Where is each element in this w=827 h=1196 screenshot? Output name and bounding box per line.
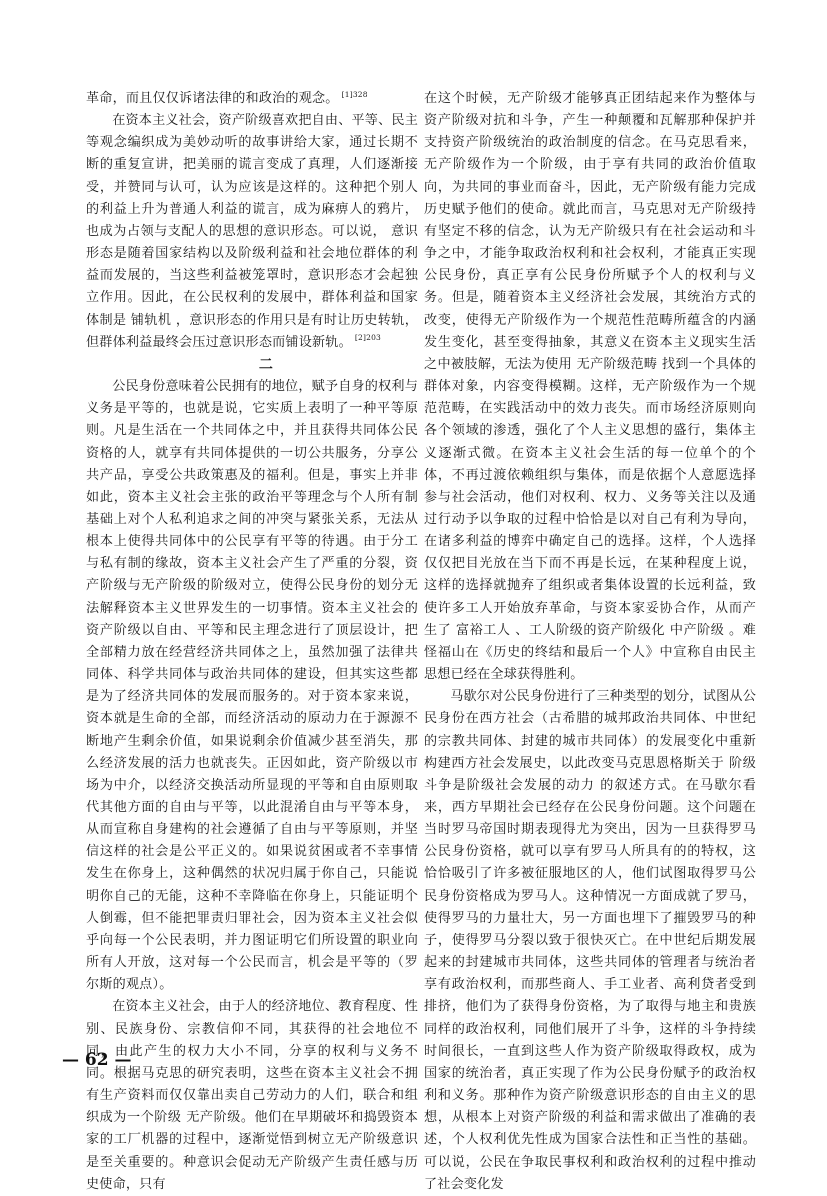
paragraph: 在这个时候，无产阶级才能够真正团结起来作为整体与资产阶级对抗和斗争，产生一种颠覆和瓦解那种保护并支持资产阶级统治的政治制度的信念。在马克思看来，无产阶级作为一个阶级，由于享有共同的政治价值取向，为共同的事业而奋斗，因此，无产阶级有能力完成历史赋予他们的使命。就此而言，马克思对无产阶级持有坚定不移的信念，认为无产阶级只有在社会运动和斗争之中，才能争取政治权利和社会权利，才能真正实现公民身份，真正享有公民身份所赋予个人的权利与义务。但是，随着资本主义经济社会发展，其统治方式的改变，使得无产阶级作为一个规范性范畴所蕴含的内涵发生变化，甚至变得抽象，其意义在资本主义现实生活之中被肢解，无法为使用 无产阶级范畴 找到一个具体的群体对象，内容变得模糊。这样，无产阶级作为一个规范范畴，在实践活动中的效力丧失。而市场经济原则向各个领域的渗透，强化了个人主义思想的盛行，集体主义逐渐式微。在资本主义社会生活的每一位单个的个体，不再过渡依赖组织与集体，而是依据个人意愿选择参与社会活动，他们对权利、权力、义务等关注以及通过行动予以争取的过程中恰恰是以对自己有利为导向，在诸多利益的博弈中确定自己的选择。这样，个人选择仅仅把目光放在当下而不再是长远，在某种程度上说，这样的选择就抛弃了组织或者集体设置的长远利益，致使许多工人开始放弃革命，与资本家妥协合作，从而产生了 富裕工人 、工人阶级的资产阶级化 中产阶级 。难怪福山在《历史的终结和最后一个人》中宣称自由民主思想已经在全球获得胜利。 xyxy=(424,91,756,683)
paragraph: 马歇尔对公民身份进行了三种类型的划分，试图从公民身份在西方社会（古希腊的城邦政治共同体、中世纪的宗教共同体、封建的城市共同体）的发展变化中重新构建西方社会发展史，以此改变马克思恩格斯关于 阶级斗争是阶级社会发展的动力 的叙述方式。在马歇尔看来，西方早期社会已经存在公民身份问题。这个问题在当时罗马帝国时期表现得尤为突出，因为一旦获得罗马公民身份资格，就可以享有罗马人所具有的的特权，这恰恰吸引了许多被征服地区的人，他们试图取得罗马公民身份资格成为罗马人。这种情况一方面成就了罗马，使得罗马的力量壮大，另一方面也埋下了摧毁罗马的种子，使得罗马分裂以致于很快灭亡。在中世纪后期发展起来的封建城市共同体，这些共同体的管理者与统治者享有政治权利，而那些商人、手工业者、高利贷者受到排挤，他们为了获得身份资格，为了取得与地主和贵族同样的政治权利，同他们展开了斗争，这样的斗争持续时间很长，一直到这些人作为资产阶级取得政权，成为国家的统治者，真正实现了作为公民身份赋予的政治权利和义务。那种作为资产阶级意识形态的自由主义的思想，从根本上对资产阶级的利益和需求做出了准确的表述，个人权利优先性成为国家合法性和正当性的基础。可以说，公民在争取民事权利和政治权利的过程中推动了社会变化发 xyxy=(424,689,756,1192)
citation-marker: [1]328 xyxy=(341,89,368,99)
paragraph xyxy=(86,88,418,110)
citation-marker: [2]203 xyxy=(354,333,382,343)
section-number: 二 xyxy=(258,356,274,373)
paragraph-text: 在资本主义社会，资产阶级喜欢把自由、平等、民主等观念编织成为美妙动听的故事讲给大家，通过长期不断的重复宣讲，把美丽的谎言变成了真理，人们逐渐接受，并赞同与认可，认为应该是这样的。这种把个别人的利益上升为普通人利益的谎言，成为麻痹人的鸦片，也成为占领与支配人的思想的意识形态。可以说， 意识形态是随着国家结构以及阶级利益和社会地位群体的利益而发展的，当这些利益被笼罩时，意识形态才会起独立作用。因此，在公民权利的发展中，群体利益和国家体制是 铺轨机 ，意识形态的作用只是有时让历史转轨，但群体利益最终会压过意识形态而铺设新轨。 xyxy=(86,113,418,350)
paragraph xyxy=(86,110,418,354)
left-column xyxy=(86,88,418,1196)
paragraph: 公民身份意味着公民拥有的地位，赋予自身的权利与义务是平等的，也就是说，它实质上表明了一种平等原则。凡是生活在一个共同体之中，并且获得共同体公民资格的人，就享有共同体提供的一切公共服务，分享公共产品，享受公共政策惠及的福利。但是，事实上并非如此，资本主义社会主张的政治平等理念与个人所有制基础上对个人私利追求之间的冲突与紧张关系，无法从根本上使得共同体中的公民享有平等的待遇。由于分工与私有制的缘故，资本主义社会产生了严重的分裂，资产阶级与无产阶级的阶级对立，使得公民身份的划分无法解释资本主义世界发生的一切事情。资本主义社会的资产阶级以自由、平等和民主理念进行了顶层设计，把全部精力放在经营经济共同体之上，虽然加强了法律共同体、科学共同体与政治共同体的建设，但其实这些都是为了经济共同体的发展而服务的。对于资本家来说，资本就是生命的全部，而经济活动的原动力在于源源不断地产生剩余价值，如果说剩余价值减少甚至消失，那么经济发展的活力也就丧失。正因如此，资产阶级以市场为中介，以经济交换活动所显现的平等和自由原则取代其他方面的自由与平等，以此混淆自由与平等本身，从而宣称自身建构的社会遵循了自由与平等原则，并坚信这样的社会是公平正义的。如果说贫困或者不幸事情发生在你身上，这种偶然的状况归属于你自己，只能说明你自己的无能，这种不幸降临在你身上，只能证明个人倒霉，但不能把罪责归罪社会，因为资本主义社会似乎向每一个公民表明，并力图证明它们所设置的职业向所有人开放，这对每一个公民而言，机会是平等的（罗尔斯的观点）。 xyxy=(86,379,418,993)
paragraph-text: 革命，而且仅仅诉诸法律的和政治的观念。 xyxy=(86,91,339,106)
page-number: — 62 — xyxy=(62,1050,132,1070)
paragraph: 在资本主义社会，由于人的经济地位、教育程度、性别、民族身份、宗教信仰不同，其获得的社会地位不同，由此产生的权力大小不同，分享的权利与义务不同。根据马克思的研究表明，这些在资本主义社会不拥有生产资料而仅仅靠出卖自己劳动力的人们，联合和组织成为一个阶级 无产阶级。他们在早期破坏和捣毁资本家的工厂机器的过程中，逐渐觉悟到树立无产阶级意识是至关重要的。种意识会促动无产阶级产生责任感与历史使命，只有 xyxy=(86,999,418,1192)
right-column xyxy=(424,88,756,1196)
